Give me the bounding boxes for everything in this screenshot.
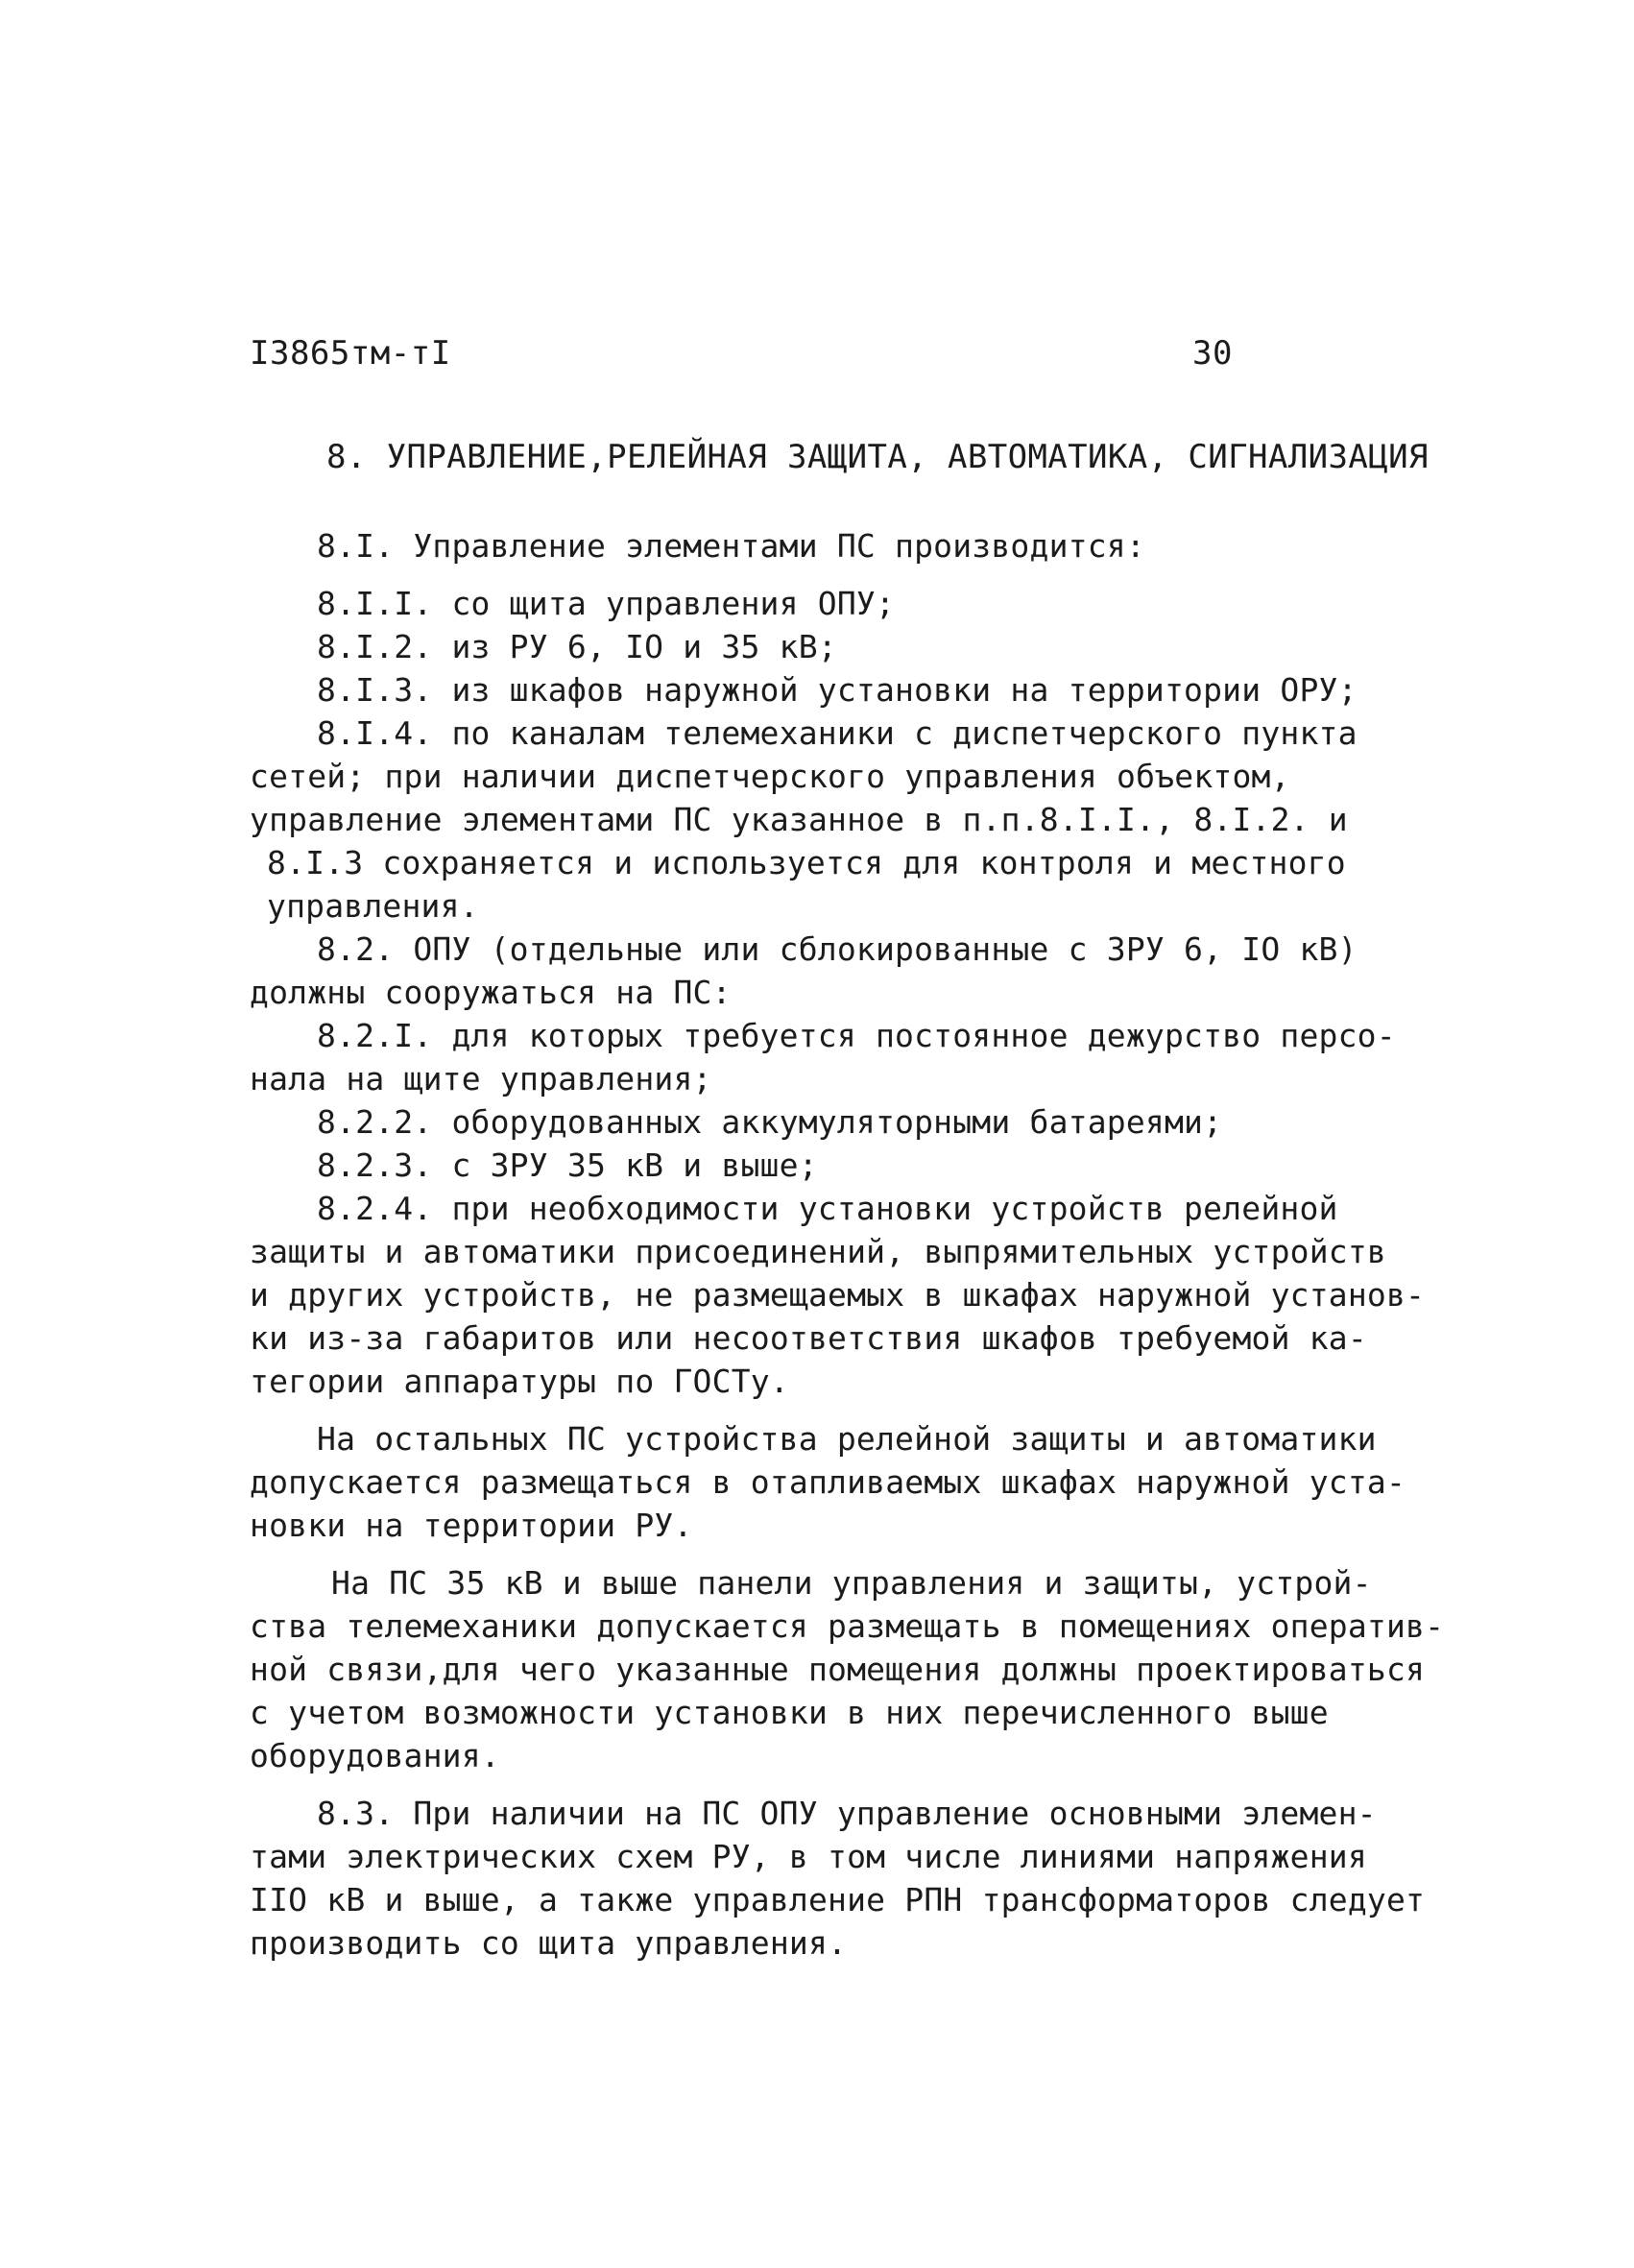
text-line: и других устройств, не размещаемых в шкафах наружной установ- [250,1276,1426,1314]
text-line: 8.I.3 сохраняется и используется для контроля и местного [267,844,1346,881]
text-line: управление элементами ПС указанное в п.п.8.I.I., 8.I.2. и [250,801,1348,838]
section-title: 8. УПРАВЛЕНИЕ,РЕЛЕЙНАЯ ЗАЩИТА, АВТОМАТИКА, СИГНАЛИЗАЦИЯ [326,438,1429,476]
text-line: IIО кВ и выше, а также управление РПН трансформаторов следует [250,1881,1426,1918]
text-line: нала на щите управления; [250,1060,712,1098]
text-line: ной связи,для чего указанные помещения должны проектироваться [250,1651,1426,1688]
text-line: тегории аппаратуры по ГОСТу. [250,1363,789,1400]
text-line: сетей; при наличии диспетчерского управления объектом, [250,758,1290,795]
text-line: 8.2.3. с ЗРУ 35 кВ и выше; [317,1146,818,1184]
text-line: должны сооружаться на ПС: [250,974,732,1011]
text-line: 8.2.I. для которых требуется постоянное дежурство персо- [317,1017,1396,1054]
page-number: 30 [1192,334,1233,373]
text-line: На остальных ПС устройства релейной защиты и автоматики [317,1420,1377,1458]
text-line: 8.2.2. оборудованных аккумуляторными батареями; [317,1103,1223,1141]
text-line: защиты и автоматики присоединений, выпрямительных устройств [250,1233,1386,1270]
text-line: 8.2.4. при необходимости установки устройств релейной [317,1190,1338,1227]
text-line: управления. [267,887,479,925]
text-line: 8.I.2. из РУ 6, IО и 35 кВ; [317,628,837,665]
text-line: производить со щита управления. [250,1924,848,1962]
text-line: новки на территории РУ. [250,1507,693,1544]
text-line: 8.I.4. по каналам телемеханики с диспетчерского пункта [317,714,1358,752]
text-line: допускается размещаться в отапливаемых шкафах наружной уста- [250,1463,1406,1501]
text-line: ки из-за габаритов или несоответствия шкафов требуемой ка- [250,1319,1367,1357]
text-line: с учетом возможности установки в них перечисленного выше [250,1694,1329,1731]
document-number: I3865тм-тI [250,334,451,373]
text-line: 8.3. При наличии на ПС ОПУ управление основными элемен- [317,1795,1377,1832]
text-line: тами электрических схем РУ, в том числе линиями напряжения [250,1838,1367,1875]
text-line: ства телемеханики допускается размещать в помещениях оператив- [250,1607,1445,1645]
text-line: оборудования. [250,1737,500,1774]
text-line: 8.I.I. со щита управления ОПУ; [317,585,896,622]
text-line: 8.2. ОПУ (отдельные или сблокированные с ЗРУ 6, IО кВ) [317,930,1358,968]
text-line: На ПС 35 кВ и выше панели управления и защиты, устрой- [331,1564,1372,1602]
text-line: 8.I. Управление элементами ПС производится: [317,527,1145,565]
text-line: 8.I.3. из шкафов наружной установки на территории ОРУ; [317,671,1358,709]
